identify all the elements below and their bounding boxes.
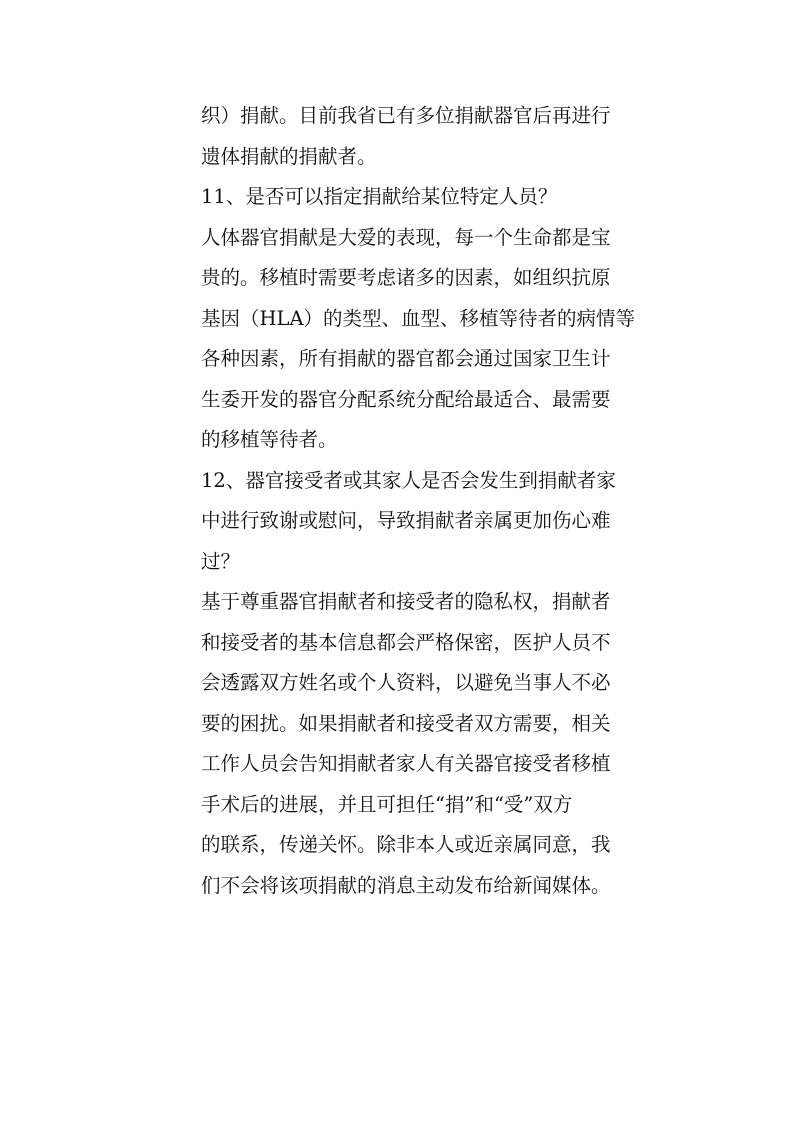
text-line: 们不会将该项捐献的消息主动发布给新闻媒体。 bbox=[201, 873, 611, 897]
text-line: 人体器官捐献是大爱的表现，每一个生命都是宝 bbox=[201, 225, 611, 249]
question-12 bbox=[201, 461, 616, 583]
text-line: 要的困扰。如果捐献者和接受者双方需要，相关 bbox=[201, 711, 611, 735]
answer-11 bbox=[201, 218, 636, 461]
text-line: 手术后的进展，并且可担任“捐”和“受”双方 bbox=[201, 792, 573, 816]
text-line: 中进行致谢或慰问，导致捐献者亲属更加伤心难 bbox=[201, 509, 611, 532]
text-line: 各种因素，所有捐献的器官都会通过国家卫生计 bbox=[201, 347, 611, 370]
text-line: 基因（HLA）的类型、血型、移植等待者的病情等 bbox=[201, 306, 636, 330]
text-line: 12、器官接受者或其家人是否会发生到捐献者家 bbox=[201, 468, 616, 492]
text-line: 织）捐献。目前我省已有多位捐献器官后再进行 bbox=[201, 104, 611, 127]
paragraph-continuation bbox=[201, 96, 611, 177]
text-line: 贵的。移植时需要考虑诸多的因素，如组织抗原 bbox=[201, 266, 611, 289]
answer-12 bbox=[201, 582, 611, 906]
text-line: 工作人员会告知捐献者家人有关器官接受者移植 bbox=[201, 752, 611, 775]
text-line: 遗体捐献的捐献者。 bbox=[201, 144, 377, 168]
text-line: 和接受者的基本信息都会严格保密，医护人员不 bbox=[201, 630, 611, 654]
text-line: 的联系，传递关怀。除非本人或近亲属同意，我 bbox=[201, 833, 611, 856]
text-line: 生委开发的器官分配系统分配给最适合、最需要 bbox=[201, 387, 611, 411]
text-line: 11、是否可以指定捐献给某位特定人员？ bbox=[201, 185, 558, 208]
text-line: 会透露双方姓名或个人资料，以避免当事人不必 bbox=[201, 671, 611, 694]
text-line: 过？ bbox=[201, 549, 241, 573]
question-11 bbox=[201, 177, 601, 218]
document-body bbox=[201, 96, 636, 906]
text-line: 的移植等待者。 bbox=[201, 428, 338, 451]
text-line: 基于尊重器官捐献者和接受者的隐私权，捐献者 bbox=[201, 590, 611, 613]
